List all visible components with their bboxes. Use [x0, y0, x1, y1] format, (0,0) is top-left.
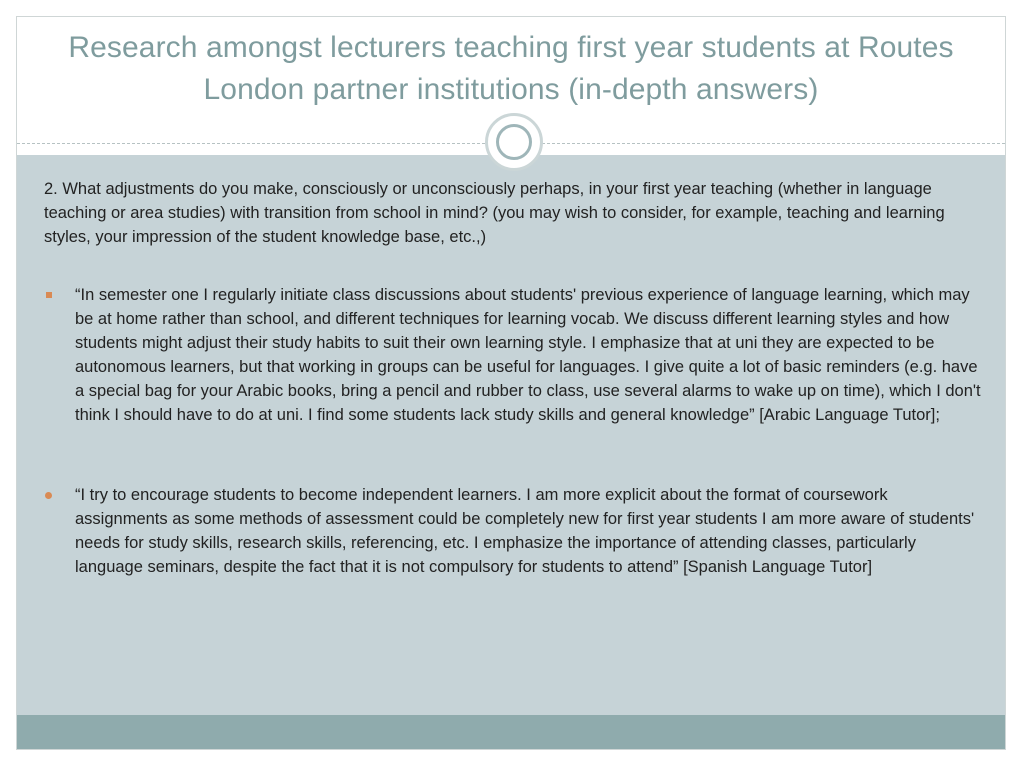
square-bullet-icon [46, 292, 52, 298]
question-text: 2. What adjustments do you make, consciously or unconsciously perhaps, in your first year teaching (whether in language teaching or area studies) with transition from school in mind? (you may wish to consider, for example, teaching and learning styles, your impression of the student knowledge base, etc.,) [44, 180, 945, 246]
footer-bar [17, 715, 1005, 750]
slide [16, 16, 1006, 750]
slide-title: Research amongst lecturers teaching first year students at Routes London partner institutions (in-depth answers) [68, 31, 954, 106]
list-item [44, 483, 984, 579]
list-item [44, 283, 984, 427]
bullet-text: “In semester one I regularly initiate class discussions about students' previous experience of language learning, which may be at home rather than school, and different techniques for learning vocab. We discuss different learning styles and how students might adjust their study habits to suit their own learning style. I emphasize that at uni they are expected to be autonomous learners, but that working in groups can be useful for languages. I give quite a lot of basic reminders (e.g. have a special bag for your Arabic books, bring a pencil and rubber to class, use several alarms to wake up on time), which I don't think I should have to do at uni. I find some students lack study skills and general knowledge” [Arabic Language Tutor]; [75, 286, 981, 424]
circle-ornament-icon [485, 113, 543, 171]
bullet-text: “I try to encourage students to become independent learners. I am more explicit about the format of coursework assignments as some methods of assessment could be completely new for first year students I am more aware of students' needs for study skills, research skills, referencing, etc. I emphasize the importance of attending classes, particularly language seminars, despite the fact that it is not compulsory for students to attend” [Spanish Language Tutor] [75, 486, 975, 576]
circle-ornament-inner [496, 124, 532, 160]
round-bullet-icon [45, 492, 52, 499]
